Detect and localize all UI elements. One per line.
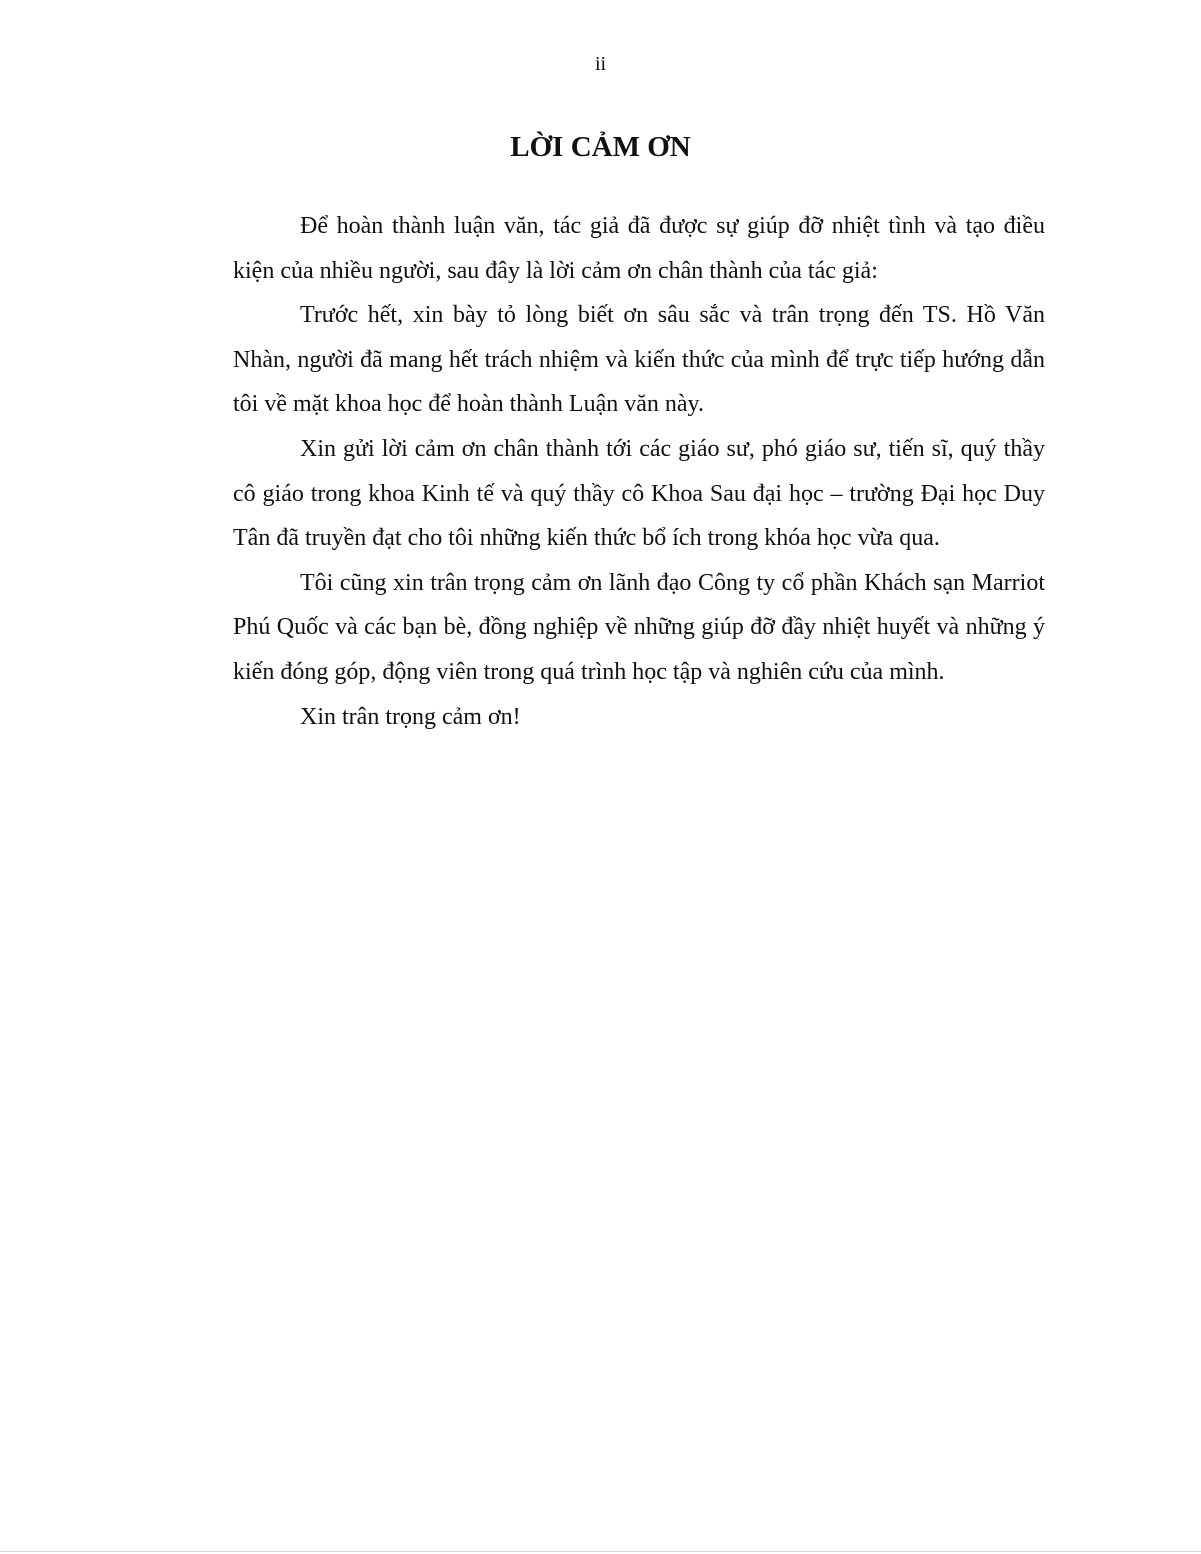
page-bottom-edge [0, 1551, 1201, 1552]
page-title: LỜI CẢM ƠN [510, 131, 691, 163]
paragraph-company: Tôi cũng xin trân trọng cảm ơn lãnh đạo Công ty cổ phần Khách sạn Marriot Phú Quốc và các bạn bè, đồng nghiệp về những giúp đỡ đầy nhiệt huyết và những ý kiến đóng góp, động viên trong quá trình học tập và nghiên cứu của mình. [233, 569, 1045, 685]
acknowledgement-body [233, 204, 1045, 739]
paragraph-closing: Xin trân trọng cảm ơn! [300, 703, 521, 730]
page-number: ii [594, 53, 607, 75]
paragraph-advisor: Trước hết, xin bày tỏ lòng biết ơn sâu sắc và trân trọng đến TS. Hồ Văn Nhàn, người đã mang hết trách nhiệm và kiến thức của mình để trực tiếp hướng dẫn tôi về mặt khoa học để hoàn thành Luận văn này. [233, 302, 1045, 418]
paragraph-intro: Để hoàn thành luận văn, tác giả đã được sự giúp đỡ nhiệt tình và tạo điều kiện của nhiều người, sau đây là lời cảm ơn chân thành của tác giả: [233, 213, 1045, 284]
paragraph-faculty: Xin gửi lời cảm ơn chân thành tới các giáo sư, phó giáo sư, tiến sĩ, quý thầy cô giáo trong khoa Kinh tế và quý thầy cô Khoa Sau đại học – trường Đại học Duy Tân đã truyền đạt cho tôi những kiến thức bổ ích trong khóa học vừa qua. [233, 435, 1045, 552]
